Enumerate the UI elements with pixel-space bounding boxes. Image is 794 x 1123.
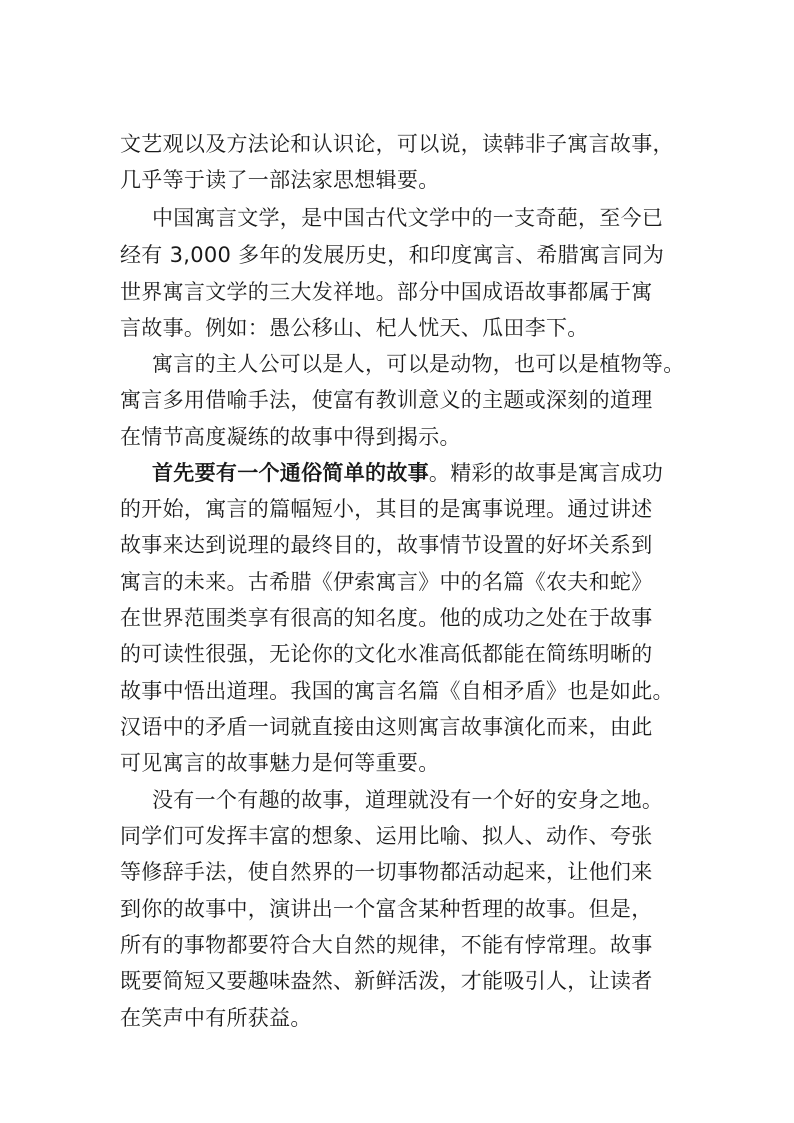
- heading-continuation: 。精彩的故事是寓言成功: [428, 461, 664, 485]
- text-line: 中国寓言文学，是中国古代文学中的一支奇葩，至今已: [152, 206, 664, 230]
- text-line: 可见寓言的故事魅力是何等重要。: [120, 751, 440, 775]
- text-line: 故事中悟出道理。我国的寓言名篇《自相矛盾》也是如此。: [120, 679, 674, 703]
- text-line: 同学们可发挥丰富的想象、运用比喻、拟人、动作、夸张: [120, 824, 653, 848]
- text-line: 所有的事物都要符合大自然的规律，不能有悖常理。故事: [120, 933, 653, 957]
- text-line: 汉语中的矛盾一词就直接由这则寓言故事演化而来，由此: [120, 715, 653, 739]
- bold-heading: 首先要有一个通俗简单的故事: [152, 461, 429, 485]
- text-line: 在笑声中有所获益。: [120, 1006, 312, 1030]
- text-line: 寓言多用借喻手法，使富有教训意义的主题或深刻的道理: [120, 388, 653, 412]
- text-line: 文艺观以及方法论和认识论，可以说，读韩非子寓言故事，: [120, 132, 674, 156]
- text-line: 的可读性很强，无论你的文化水准高低都能在简练明晰的: [120, 642, 653, 666]
- text-line: 的开始，寓言的篇幅短小，其目的是寓事说理。通过讲述: [120, 497, 653, 521]
- text-line: 到你的故事中，演讲出一个富含某种哲理的故事。但是，: [120, 897, 653, 921]
- text-line: 没有一个有趣的故事，道理就没有一个好的安身之地。: [152, 788, 664, 812]
- text-line: 寓言的主人公可以是人，可以是动物，也可以是植物等。: [152, 352, 685, 376]
- text-line: 故事来达到说理的最终目的，故事情节设置的好坏关系到: [120, 533, 653, 557]
- text-line: 经有 3,000 多年的发展历史，和印度寓言、希腊寓言同为: [120, 243, 665, 267]
- text-line: 言故事。例如：愚公移山、杞人忧天、瓜田李下。: [120, 316, 589, 340]
- text-line: 世界寓言文学的三大发祥地。部分中国成语故事都属于寓: [120, 280, 653, 304]
- text-line: 在世界范围类享有很高的知名度。他的成功之处在于故事: [120, 606, 653, 630]
- text-line: 寓言的未来。古希腊《伊索寓言》中的名篇《农夫和蛇》: [120, 570, 653, 594]
- paragraph-heading-line: [152, 455, 663, 491]
- text-line: 在情节高度凝练的故事中得到揭示。: [120, 425, 461, 449]
- text-line: 几乎等于读了一部法家思想辑要。: [120, 168, 440, 192]
- text-line: 等修辞手法，使自然界的一切事物都活动起来，让他们来: [120, 860, 653, 884]
- text-line: 既要简短又要趣味盎然、新鲜活泼，才能吸引人，让读者: [120, 969, 653, 993]
